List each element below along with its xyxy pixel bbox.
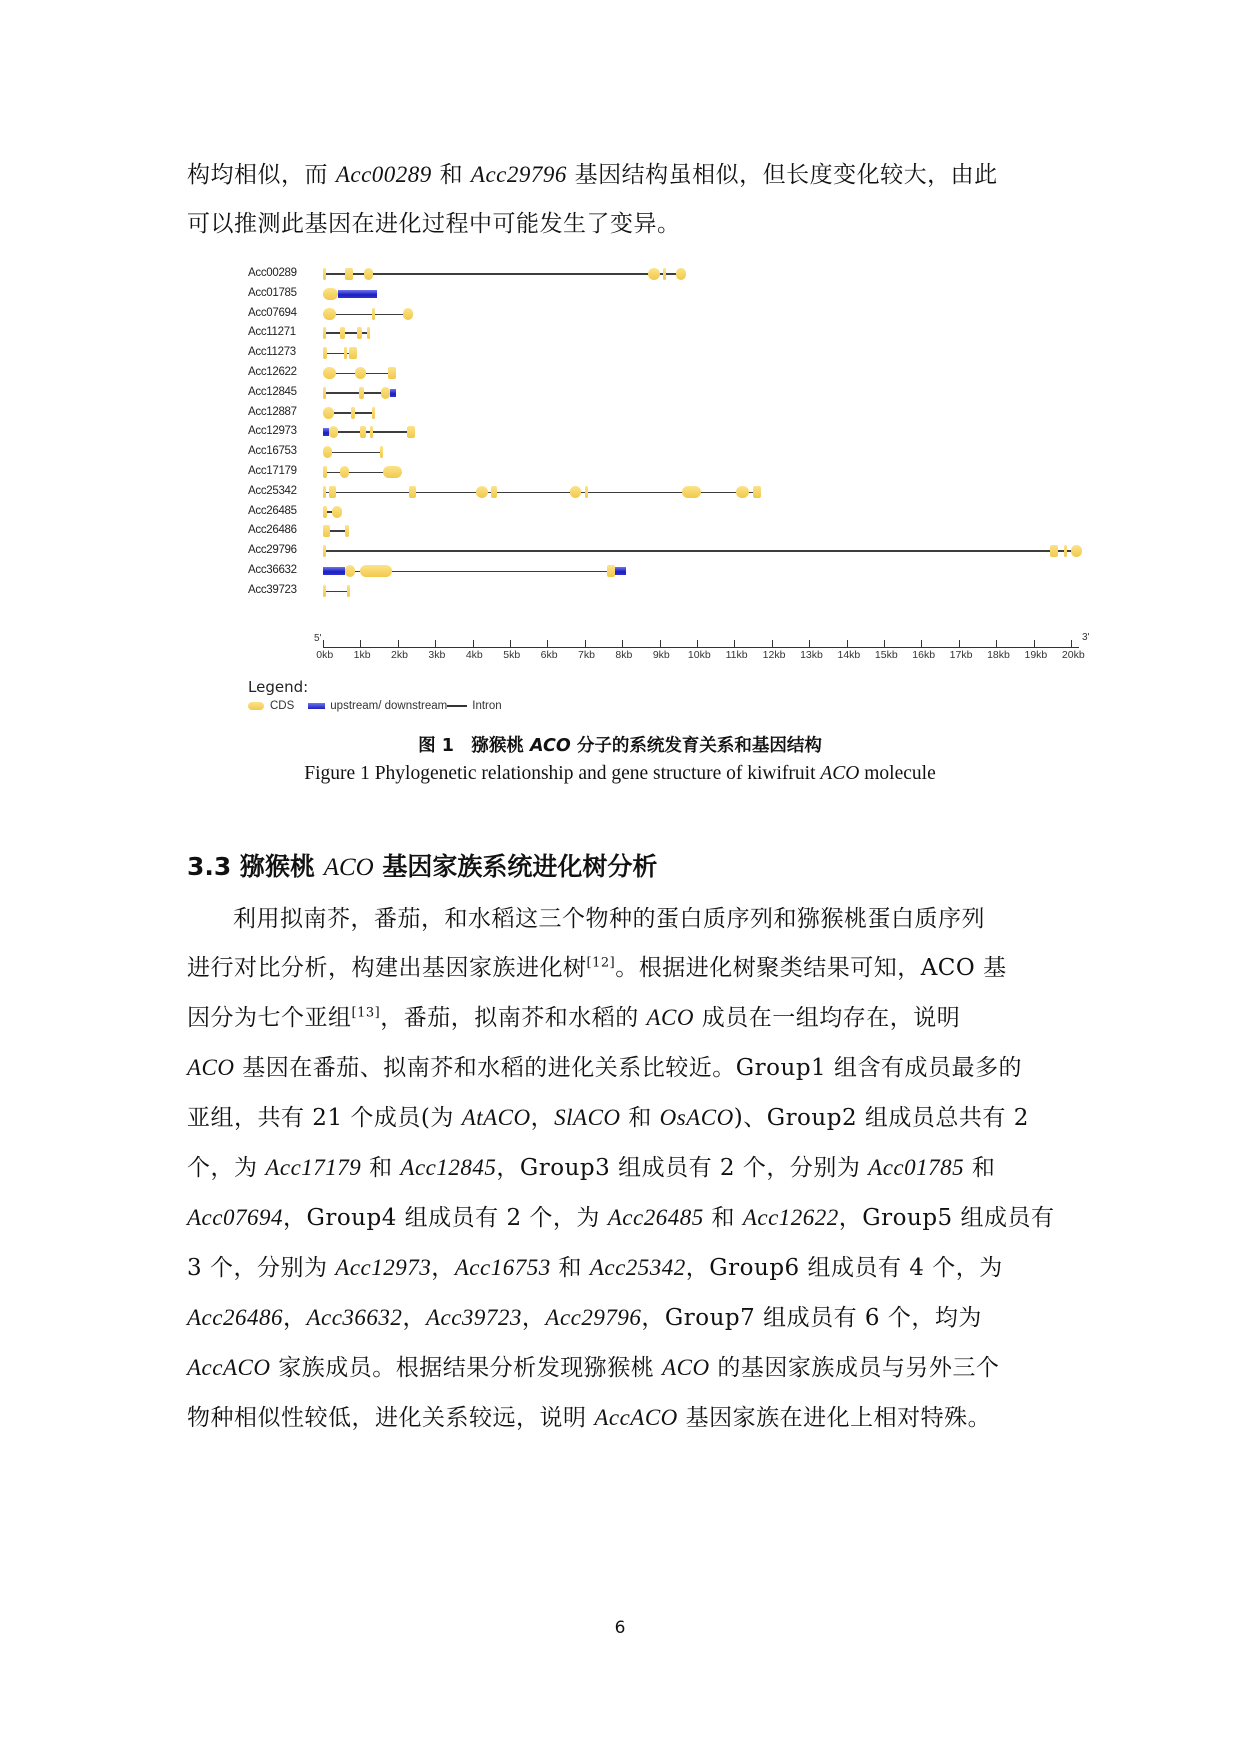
axis-tick-label: 6kb [540, 649, 558, 661]
cds-segment [364, 268, 373, 280]
gene-name: AtACO [461, 1105, 531, 1130]
axis-tick-label: 7kb [578, 649, 595, 661]
page-number: 6 [614, 1618, 626, 1638]
gene-label: Acc01785 [248, 286, 297, 299]
gene-label: Acc12887 [248, 405, 297, 418]
gene-label: Acc00289 [248, 267, 297, 279]
gene-name: AccACO [187, 1355, 271, 1380]
citation: [13] [351, 1005, 381, 1021]
cds-segment [370, 426, 373, 438]
text: 和 [431, 162, 471, 188]
text: 基因结构虽相似，但长度变化较大，由此 [566, 162, 998, 188]
cds-segment [323, 308, 336, 320]
gene-name: Acc01785 [868, 1155, 965, 1180]
gene-track [230, 506, 1110, 518]
gene-label: Acc26485 [248, 504, 297, 517]
legend-title: Legend: [248, 678, 309, 696]
utr-segment [338, 290, 377, 298]
gene-track [230, 486, 1110, 498]
cds-segment [355, 367, 366, 379]
utr-swatch-icon [308, 703, 325, 709]
cds-segment [345, 565, 354, 577]
text: 3 个，分别为 [187, 1255, 336, 1281]
axis-tick [921, 640, 922, 647]
paragraph-line [187, 1143, 1053, 1193]
text: ACO [820, 763, 860, 784]
gene-label: Acc07694 [248, 306, 297, 319]
cds-segment [340, 466, 349, 478]
intron-line [323, 550, 1075, 552]
gene-track [230, 525, 1110, 537]
text: 亚组，共有 21 个成员(为 [187, 1105, 462, 1131]
text: ，Group7 组成员有 6 个，均为 [641, 1305, 982, 1331]
gene-name: Acc12973 [335, 1255, 432, 1280]
gene-name: Acc25342 [589, 1255, 686, 1280]
axis-tick [323, 640, 324, 647]
paragraph-line [187, 993, 1053, 1043]
gene-name: Acc00289 [335, 162, 432, 187]
gene-name: ACO [646, 1005, 694, 1030]
axis-tick [435, 640, 436, 647]
paragraph-line [187, 150, 1053, 200]
axis-tick [585, 640, 586, 647]
cds-segment [349, 347, 356, 359]
text: 和 [964, 1155, 996, 1181]
text: 图 1 猕猴桃 [418, 736, 531, 756]
axis-tick-label: 5kb [503, 649, 521, 661]
paragraph-line [187, 1393, 1053, 1443]
text: ， [282, 1305, 307, 1331]
text: ACO [323, 854, 374, 881]
text: ，Group6 组成员有 4 个，为 [685, 1255, 1003, 1281]
text: ， [530, 1105, 555, 1131]
intro-paragraph [187, 150, 1053, 249]
utr-segment [323, 428, 329, 436]
cds-segment [476, 486, 487, 498]
gene-name: Acc26485 [607, 1205, 704, 1230]
text: 家族成员。根据结果分析发现猕猴桃 [270, 1355, 663, 1381]
text: 个，为 [187, 1155, 266, 1181]
text: ，Group5 组成员有 [838, 1205, 1055, 1231]
cds-segment [323, 387, 326, 399]
text: 成员在一组均存在，说明 [694, 1005, 961, 1031]
legend [248, 700, 502, 712]
text: 和 [620, 1105, 660, 1131]
axis-tick [884, 640, 885, 647]
text: ， [402, 1305, 426, 1331]
axis-tick-label: 16kb [912, 649, 936, 661]
gene-track [230, 466, 1110, 478]
gene-label: Acc39723 [248, 583, 297, 596]
cds-segment [329, 486, 336, 498]
cds-segment [372, 407, 375, 419]
axis-tick [996, 640, 997, 647]
axis-tick [959, 640, 960, 647]
text: 分子的系统发育关系和基因结构 [570, 736, 822, 756]
gene-name: Acc12622 [742, 1205, 839, 1230]
paragraph-line: 可以推测此基因在进化过程中可能发生了变异。 [187, 211, 681, 237]
axis-tick-label: 8kb [615, 649, 633, 661]
utr-segment [390, 389, 396, 397]
paragraph-line [187, 1343, 1053, 1393]
gene-track [230, 268, 1110, 280]
text: 基因在番茄、拟南芥和水稻的进化关系比较近。Group1 组含有成员最多的 [234, 1055, 1023, 1081]
body-paragraph [187, 895, 1053, 1443]
gene-label: Acc25342 [248, 484, 297, 497]
gene-label: Acc12622 [248, 366, 297, 378]
text: 3.3 猕猴桃 [187, 852, 324, 881]
text: 构均相似，而 [187, 162, 336, 188]
cds-segment [403, 308, 412, 320]
cds-segment [344, 347, 347, 359]
text: ，Group4 组成员有 2 个，为 [282, 1205, 608, 1231]
text: Figure 1 Phylogenetic relationship and gene structure of kiwifruit [304, 763, 821, 784]
cds-segment [648, 268, 659, 280]
cds-segment [323, 486, 326, 498]
text: ，Group3 组成员有 2 个，分别为 [496, 1155, 869, 1181]
cds-segment [383, 466, 402, 478]
cds-segment [323, 545, 326, 557]
axis-tick-label: 17kb [949, 649, 973, 661]
gene-track [230, 565, 1110, 577]
cds-segment [323, 347, 327, 359]
legend-cds-label: CDS [270, 700, 295, 712]
section-heading [187, 847, 657, 883]
axis-tick-label: 15kb [874, 649, 898, 661]
gene-name: Acc26486 [187, 1305, 283, 1330]
gene-name: Acc17179 [265, 1155, 362, 1180]
axis-tick-label: 0kb [316, 649, 334, 661]
cds-segment [367, 327, 370, 339]
cds-segment [345, 268, 352, 280]
cds-segment [676, 268, 685, 280]
axis-tick [547, 640, 548, 647]
cds-segment [1071, 545, 1082, 557]
gene-track [230, 288, 1110, 300]
gene-track [230, 327, 1110, 339]
gene-name: Acc07694 [187, 1205, 283, 1230]
gene-label: Acc12845 [248, 385, 297, 398]
figure-caption-en [0, 763, 1240, 785]
legend-utr-label: upstream/ downstream [330, 700, 448, 712]
gene-name: Acc16753 [454, 1255, 551, 1280]
cds-segment [491, 486, 497, 498]
gene-track [230, 387, 1110, 399]
text: ， [521, 1305, 546, 1331]
axis-tick-label: 3kb [428, 649, 446, 661]
axis-tick [360, 640, 361, 647]
paragraph-line [187, 1193, 1053, 1243]
text: ， [431, 1255, 455, 1281]
gene-track [230, 585, 1110, 597]
gene-name: SlACO [554, 1105, 621, 1130]
gene-name: Acc39723 [425, 1305, 522, 1330]
cds-segment [351, 407, 355, 419]
gene-label: Acc11271 [248, 326, 296, 339]
gene-name: OsACO [659, 1105, 734, 1130]
gene-name: ACO [187, 1055, 235, 1080]
gene-structure-figure [230, 262, 1110, 722]
cds-segment [1064, 545, 1068, 557]
axis-tick-label: 18kb [987, 649, 1010, 661]
paragraph-line [187, 1043, 1053, 1093]
x-axis [323, 647, 1079, 648]
paragraph-line [187, 1093, 1053, 1143]
axis-tick-label: 12kb [762, 649, 786, 661]
cds-segment [323, 407, 334, 419]
axis-tick-label: 9kb [652, 649, 670, 661]
cds-segment [329, 426, 338, 438]
text: 基因家族在进化上相对特殊。 [677, 1405, 992, 1431]
cds-segment [570, 486, 581, 498]
axis-tick-label: 20kb [1061, 649, 1085, 661]
text: )、Group2 组成员总共有 2 [733, 1105, 1029, 1131]
cds-segment [323, 327, 326, 339]
axis-tick-label: 1kb [353, 649, 371, 661]
five-prime-label: 5' [314, 633, 322, 644]
text: 基因家族系统进化树分析 [373, 852, 658, 881]
gene-name: Acc36632 [306, 1305, 403, 1330]
axis-tick [473, 640, 474, 647]
gene-name: Acc12845 [400, 1155, 497, 1180]
cds-segment [1050, 545, 1057, 557]
axis-tick [660, 640, 661, 647]
axis-tick [1071, 640, 1072, 647]
figure-caption-cn [0, 732, 1240, 757]
cds-swatch-icon [248, 702, 264, 710]
gene-label: Acc26486 [248, 524, 297, 537]
cds-segment [360, 565, 392, 577]
axis-tick [1034, 640, 1035, 647]
gene-track [230, 367, 1110, 379]
cds-segment [332, 506, 341, 518]
cds-segment [736, 486, 749, 498]
axis-tick [510, 640, 511, 647]
cds-segment [347, 585, 350, 597]
text: 的基因家族成员与另外三个 [709, 1355, 1000, 1381]
cds-segment [340, 327, 346, 339]
text: ，番茄，拟南芥和水稻的 [380, 1005, 647, 1031]
cds-segment [323, 367, 336, 379]
text: 物种相似性较低，进化关系较远，说明 [187, 1405, 595, 1431]
text: 和 [361, 1155, 401, 1181]
text: 。根据进化树聚类结果可知，ACO 基 [615, 955, 1007, 981]
citation: [12] [586, 955, 616, 971]
intron-line [323, 314, 413, 315]
three-prime-label: 3' [1082, 632, 1090, 643]
text: molecule [859, 763, 936, 784]
intron-swatch-icon [447, 705, 467, 707]
cds-segment [663, 268, 666, 280]
utr-segment [615, 567, 626, 575]
axis-tick-label: 13kb [800, 649, 823, 661]
axis-tick-label: 19kb [1024, 649, 1048, 661]
text: 和 [550, 1255, 590, 1281]
axis-tick [622, 640, 623, 647]
cds-segment [585, 486, 588, 498]
paragraph-line: 利用拟南芥，番茄，和水稻这三个物种的蛋白质序列和猕猴桃蛋白质序列 [233, 906, 985, 932]
paragraph-line [187, 1293, 1053, 1343]
text: 进行对比分析，构建出基因家族进化树 [187, 955, 587, 981]
cds-segment [357, 327, 363, 339]
gene-label: Acc12973 [248, 425, 297, 438]
cds-segment [323, 525, 330, 537]
intron-line [323, 591, 349, 592]
cds-segment [407, 426, 414, 438]
cds-segment [323, 466, 327, 478]
legend-intron-label: Intron [472, 700, 502, 712]
axis-tick [847, 640, 848, 647]
axis-tick [772, 640, 773, 647]
axis-tick [697, 640, 698, 647]
intron-line [323, 273, 682, 275]
axis-tick [734, 640, 735, 647]
gene-label: Acc11273 [248, 346, 296, 359]
gene-label: Acc17179 [248, 465, 297, 477]
axis-tick-label: 14kb [837, 649, 861, 661]
cds-segment [372, 308, 376, 320]
gene-track [230, 347, 1110, 359]
cds-segment [607, 565, 614, 577]
gene-label: Acc29796 [248, 544, 297, 557]
axis-tick-label: 10kb [687, 649, 711, 661]
text: 因分为七个亚组 [187, 1005, 352, 1031]
cds-segment [409, 486, 416, 498]
utr-segment [323, 567, 345, 575]
axis-tick [809, 640, 810, 647]
cds-segment [682, 486, 701, 498]
cds-segment [323, 585, 326, 597]
cds-segment [381, 387, 390, 399]
gene-name: Acc29796 [470, 162, 567, 187]
gene-name: AccACO [594, 1405, 678, 1430]
cds-segment [359, 387, 365, 399]
gene-label: Acc16753 [248, 445, 297, 458]
paragraph-line [187, 1243, 1053, 1293]
text: 和 [703, 1205, 743, 1231]
paragraph-line [187, 944, 1053, 993]
gene-track [230, 308, 1110, 320]
cds-segment [323, 506, 327, 518]
gene-track [230, 407, 1110, 419]
axis-tick-label: 2kb [391, 649, 408, 661]
cds-segment [323, 446, 332, 458]
axis-tick-label: 4kb [465, 649, 483, 661]
gene-name: Acc29796 [545, 1305, 642, 1330]
gene-name: ACO [662, 1355, 710, 1380]
cds-segment [753, 486, 760, 498]
gene-track [230, 426, 1110, 438]
gene-label: Acc36632 [248, 564, 297, 576]
cds-segment [345, 525, 349, 537]
gene-track [230, 446, 1110, 458]
cds-segment [360, 426, 366, 438]
axis-tick-label: 11kb [725, 649, 748, 661]
cds-segment [323, 268, 326, 280]
cds-segment [380, 446, 383, 458]
cds-segment [323, 288, 338, 300]
axis-tick [398, 640, 399, 647]
text: ACO [530, 736, 571, 756]
cds-segment [388, 367, 395, 379]
gene-track [230, 545, 1110, 557]
